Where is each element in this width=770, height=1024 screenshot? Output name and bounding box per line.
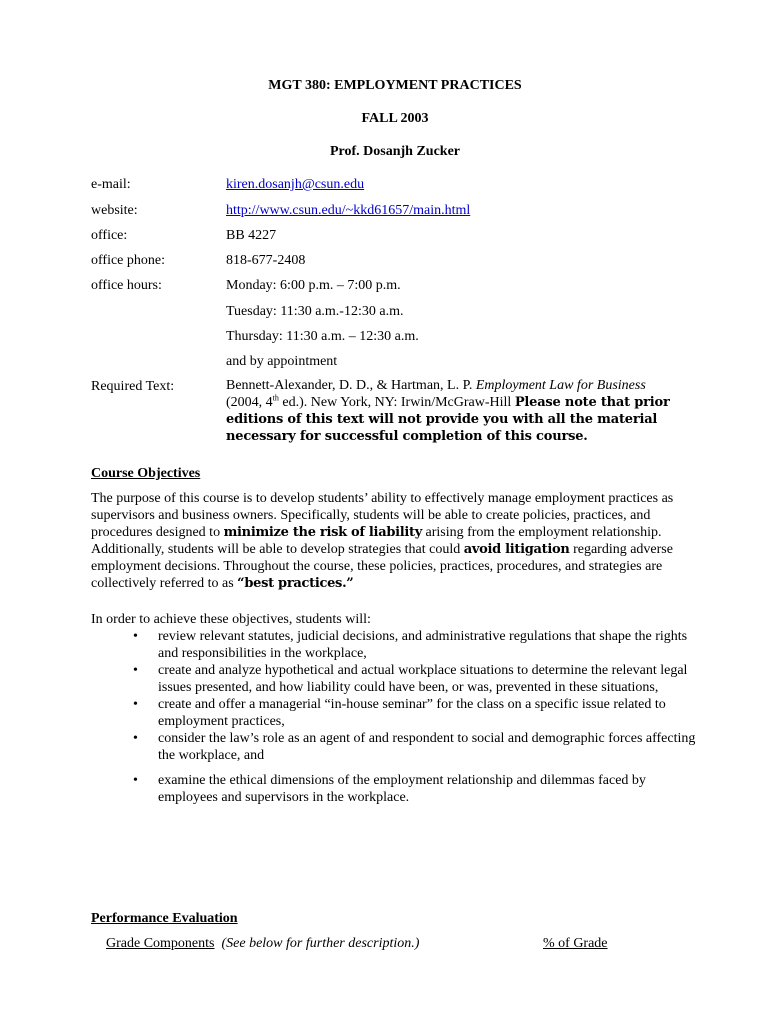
hours-thursday: Thursday: 11:30 a.m. – 12:30 a.m. bbox=[226, 329, 419, 344]
edition-warning: Please note that prior editions of this text will not provide you with all the material necessary for successful completion of this course. bbox=[226, 395, 670, 444]
emphasis-litigation: avoid litigation bbox=[463, 542, 570, 557]
professor-name: Prof. Dosanjh Zucker bbox=[329, 144, 461, 159]
hours-label: office hours: bbox=[91, 278, 162, 293]
textbook-authors: Bennett-Alexander, D. D., & Hartman, L. P. bbox=[226, 378, 476, 393]
required-text-label: Required Text: bbox=[91, 379, 175, 394]
bullet-icon: • bbox=[133, 731, 138, 746]
list-item-text: create and analyze hypothetical and actual workplace situations to determine the relevant legal issues presented, and how liability could have been, or was, prevented in these situations, bbox=[158, 663, 688, 695]
objectives-intro: In order to achieve these objectives, students will: bbox=[91, 612, 371, 627]
para-text: regarding adverse employment decisions. Throughout the course, these policies, practices, procedures, and strategies are collectively referred to as bbox=[91, 542, 673, 591]
hours-monday: Monday: 6:00 p.m. – 7:00 p.m. bbox=[226, 278, 401, 293]
para-text: arising from the employment relationship. Additionally, students will be able to develop strategies that could bbox=[91, 525, 662, 557]
list-item-text: review relevant statutes, judicial decisions, and administrative regulations that shape the rights and responsibilities in the workplace, bbox=[158, 629, 688, 661]
performance-evaluation-heading: Performance Evaluation bbox=[91, 911, 238, 926]
grade-components-label: Grade Components bbox=[106, 936, 215, 951]
email-label: e-mail: bbox=[91, 177, 131, 192]
textbook-title: Employment Law for Business bbox=[475, 378, 646, 393]
course-objectives-heading: Course Objectives bbox=[91, 466, 201, 481]
bullet-icon: • bbox=[133, 773, 138, 788]
bullet-icon: • bbox=[133, 663, 138, 678]
list-item bbox=[91, 628, 706, 662]
objectives-paragraph bbox=[91, 490, 706, 592]
bullet-icon: • bbox=[133, 629, 138, 644]
hours-appointment: and by appointment bbox=[226, 354, 338, 369]
office-value: BB 4227 bbox=[226, 228, 277, 243]
list-item-text: examine the ethical dimensions of the employment relationship and dilemmas faced by employees and supervisors in the workplace. bbox=[158, 773, 646, 805]
list-item bbox=[91, 730, 706, 764]
objectives-list bbox=[91, 628, 706, 806]
list-item bbox=[91, 662, 706, 696]
percent-of-grade-label: % of Grade bbox=[543, 936, 608, 951]
emphasis-best-practices: “best practices.” bbox=[237, 576, 354, 591]
textbook-publisher: ed.). New York, NY: Irwin/McGraw-Hill bbox=[278, 395, 515, 410]
required-text-citation bbox=[226, 377, 706, 445]
bullet-icon: • bbox=[133, 697, 138, 712]
grade-components-row bbox=[106, 935, 419, 952]
phone-label: office phone: bbox=[91, 253, 165, 268]
list-item-text: consider the law’s role as an agent of and respondent to social and demographic forces affecting the workplace, and bbox=[158, 731, 696, 763]
office-label: office: bbox=[91, 228, 128, 243]
list-item-text: create and offer a managerial “in-house seminar” for the class on a specific issue related to employment practices, bbox=[158, 697, 666, 729]
list-item bbox=[91, 696, 706, 730]
term: FALL 2003 bbox=[361, 111, 429, 126]
grade-components-note: (See below for further description.) bbox=[221, 936, 420, 951]
edition-superscript: th bbox=[272, 393, 279, 403]
textbook-edition: (2004, 4 bbox=[226, 395, 273, 410]
email-link[interactable]: kiren.dosanjh@csun.edu bbox=[226, 177, 365, 192]
website-label: website: bbox=[91, 203, 138, 218]
course-title: MGT 380: EMPLOYMENT PRACTICES bbox=[268, 78, 522, 93]
list-item bbox=[91, 772, 706, 806]
hours-tuesday: Tuesday: 11:30 a.m.-12:30 a.m. bbox=[226, 304, 404, 319]
emphasis-liability: minimize the risk of liability bbox=[223, 525, 422, 540]
phone-value: 818-677-2408 bbox=[226, 253, 306, 268]
website-link[interactable]: http://www.csun.edu/~kkd61657/main.html bbox=[226, 203, 471, 218]
para-text: The purpose of this course is to develop students’ ability to effectively manage employment practices as supervisors and business owners. Specifically, students will be able to create policies, practices, and procedures designed to bbox=[91, 491, 674, 540]
